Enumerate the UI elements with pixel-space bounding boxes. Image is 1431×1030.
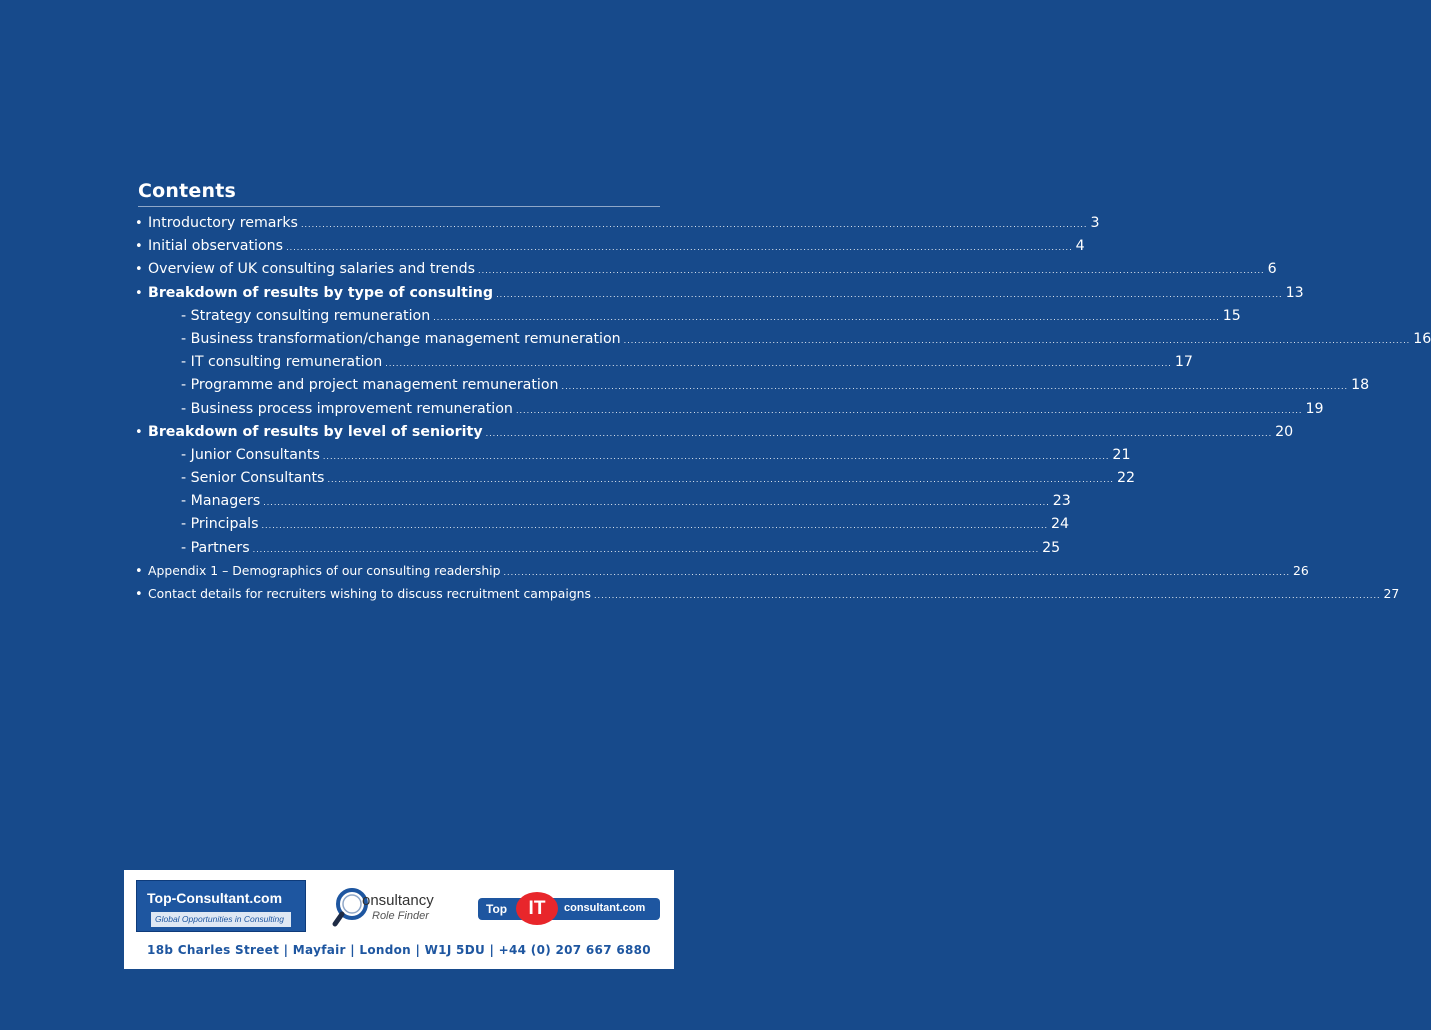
toc-entry[interactable]: [138, 354, 1193, 377]
toc-entry[interactable]: [135, 238, 1085, 261]
top-consultant-logo[interactable]: [136, 880, 306, 932]
toc-entry-label: - Business process improvement remuneration: [181, 400, 513, 417]
toc-entry-page: 19: [1305, 400, 1324, 417]
toc-entry-page: 22: [1116, 470, 1136, 487]
toc-entry[interactable]: [138, 539, 1061, 563]
bullet-icon: •: [135, 239, 143, 255]
dot-leader: [385, 359, 1172, 368]
toc-entry-page: 16: [1413, 330, 1431, 347]
dot-leader: [496, 290, 1283, 299]
dot-leader: [253, 545, 1040, 554]
toc-entry-label: - Principals: [181, 516, 259, 533]
toc-entry-label: - Senior Consultants: [181, 470, 325, 487]
bullet-icon: •: [135, 424, 143, 440]
toc-entry-page: 6: [1267, 261, 1277, 278]
toc-entry[interactable]: [135, 284, 1304, 308]
dot-leader: [301, 220, 1088, 229]
dot-leader: [478, 266, 1265, 275]
bullet-icon: •: [135, 262, 143, 278]
table-of-contents: [135, 180, 1431, 609]
toc-entry-page: 17: [1174, 354, 1193, 371]
dot-leader: [504, 568, 1291, 577]
toc-entry[interactable]: [138, 470, 1136, 493]
toc-entry-label: - Partners: [181, 539, 250, 556]
dot-leader: [486, 429, 1273, 438]
toc-entry-label: Overview of UK consulting salaries and trends: [148, 261, 476, 278]
toc-entry-page: 23: [1052, 493, 1071, 510]
toc-entry-label: - Programme and project management remuneration: [181, 377, 559, 394]
bullet-icon: •: [135, 216, 143, 231]
toc-entry-label: Introductory remarks: [148, 215, 298, 231]
dot-leader: [562, 382, 1349, 391]
toc-entry-page: 21: [1112, 446, 1131, 463]
toc-entry-page: 24: [1051, 516, 1070, 533]
toc-entry-label: Appendix 1 – Demographics of our consulting readership: [148, 562, 501, 578]
toc-entry-label: - Strategy consulting remuneration: [181, 307, 431, 324]
toc-entry-page: 4: [1075, 238, 1085, 255]
bullet-icon: •: [135, 285, 143, 301]
role-finder-logo-line1: onsultancy: [362, 892, 434, 909]
dot-leader: [261, 521, 1048, 530]
toc-entry[interactable]: [138, 400, 1324, 424]
toc-entry-page: 20: [1275, 423, 1294, 440]
dot-leader: [594, 591, 1381, 600]
dot-leader: [327, 475, 1114, 484]
toc-entry[interactable]: [135, 215, 1100, 238]
dot-leader: [286, 243, 1073, 252]
toc-entry-label: Breakdown of results by type of consulting: [148, 284, 494, 301]
dot-leader: [433, 313, 1220, 322]
toc-entry[interactable]: [138, 446, 1131, 470]
toc-entry-label: - Managers: [181, 493, 261, 510]
contact-address: 18b Charles Street | Mayfair | London | W1J 5DU | +44 (0) 207 667 6880: [147, 943, 651, 957]
dot-leader: [263, 498, 1050, 507]
toc-entry[interactable]: [135, 261, 1277, 284]
toc-entry-page: 13: [1285, 284, 1304, 301]
toc-entry-page: 26: [1293, 562, 1309, 578]
toc-entry-page: 3: [1090, 215, 1100, 231]
toc-entry-page: 27: [1383, 586, 1400, 601]
toc-entry[interactable]: [135, 423, 1294, 447]
toc-entry-label: Initial observations: [148, 238, 284, 255]
consultancy-role-finder-logo[interactable]: [332, 886, 452, 930]
bullet-icon: •: [135, 587, 143, 602]
toc-entry-label: Breakdown of results by level of seniority: [148, 423, 483, 440]
toc-entry[interactable]: [138, 493, 1071, 516]
toc-entry-page: 18: [1351, 377, 1370, 394]
footer-banner: [124, 870, 674, 969]
toc-entry[interactable]: [138, 307, 1241, 331]
contents-list: [135, 215, 1431, 609]
toc-entry-label: - IT consulting remuneration: [181, 354, 383, 371]
bullet-icon: •: [135, 563, 143, 579]
top-it-logo-it: IT: [516, 892, 558, 925]
dot-leader: [323, 452, 1110, 461]
top-it-logo-rest: consultant.com: [564, 902, 646, 914]
top-it-consultant-logo[interactable]: [478, 894, 660, 922]
toc-entry[interactable]: [138, 330, 1431, 354]
toc-entry-label: - Junior Consultants: [181, 446, 320, 463]
top-consultant-logo-name: Top-Consultant.com: [147, 890, 283, 906]
toc-entry-page: 15: [1222, 307, 1241, 324]
role-finder-logo-line2: Role Finder: [372, 910, 429, 922]
toc-entry-label: Contact details for recruiters wishing to discuss recruitment campaigns: [148, 586, 591, 601]
toc-entry[interactable]: [138, 377, 1370, 400]
top-consultant-logo-tagline: Global Opportunities in Consulting: [151, 912, 291, 927]
toc-entry[interactable]: [135, 586, 1400, 609]
dot-leader: [516, 406, 1303, 415]
dot-leader: [624, 336, 1411, 345]
top-it-logo-top: Top: [486, 902, 508, 916]
contents-title: Contents: [138, 180, 660, 207]
toc-entry[interactable]: [135, 562, 1309, 586]
toc-entry-label: - Business transformation/change management remuneration: [181, 330, 621, 347]
toc-entry[interactable]: [138, 516, 1070, 539]
toc-entry-page: 25: [1042, 539, 1061, 556]
